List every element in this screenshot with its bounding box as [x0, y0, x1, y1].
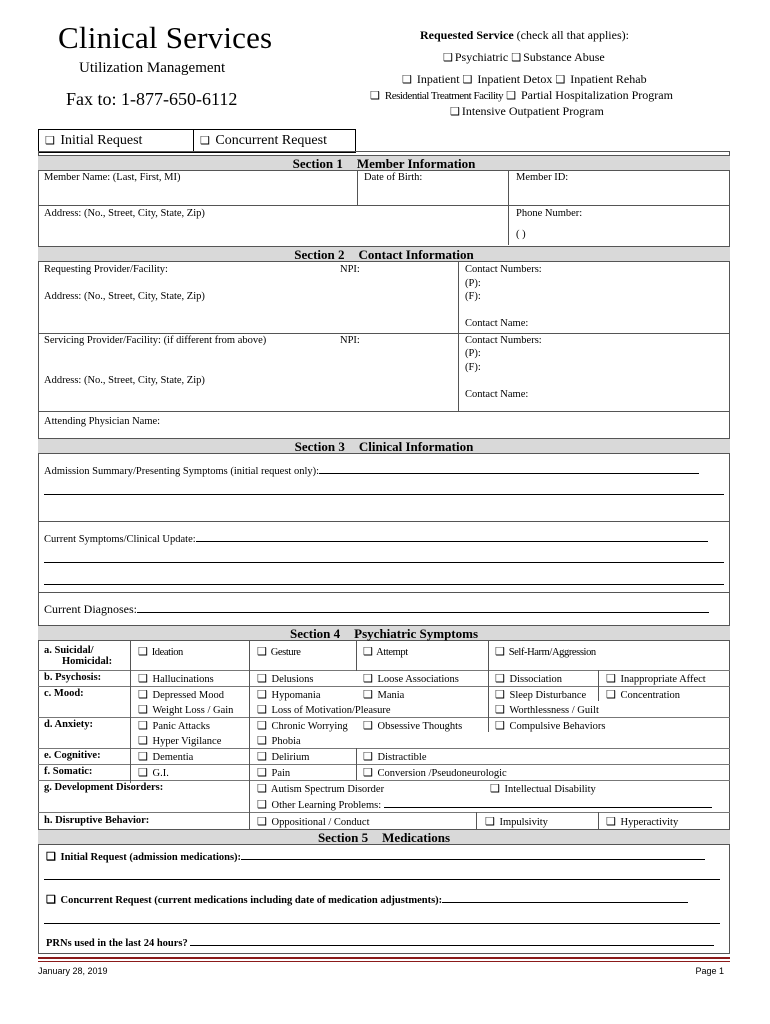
contact-name-label-2: Contact Name: — [465, 389, 529, 400]
checkbox[interactable]: ❑ — [370, 90, 380, 102]
checkbox[interactable]: ❑ — [511, 52, 522, 64]
worthlessness-option[interactable]: ❑ Worthlessness / Guilt — [495, 704, 599, 716]
pain-option[interactable]: ❑ Pain — [257, 767, 291, 779]
page-title: Clinical Services — [58, 20, 273, 55]
sleep-disturbance-option[interactable]: ❑ Sleep Disturbance — [495, 689, 587, 701]
section-4-header: Section 4 Psychiatric Symptoms — [38, 625, 730, 641]
self-harm-option[interactable]: ❑ Self-Harm/Aggression — [495, 646, 596, 658]
service-row-4: ❑ Intensive Outpatient Program — [450, 104, 604, 118]
checkbox[interactable]: ❑ — [402, 74, 412, 86]
checkbox[interactable]: ❑ — [506, 90, 516, 102]
loose-associations-option[interactable]: ❑ Loose Associations — [363, 673, 459, 685]
mood-label: c. Mood: — [44, 688, 84, 699]
attending-physician-label: Attending Physician Name: — [44, 416, 161, 427]
phone-p-label: (P): — [465, 278, 481, 289]
concentration-option[interactable]: ❑ Concentration — [606, 689, 680, 701]
distractible-option[interactable]: ❑ Distractible — [363, 751, 427, 763]
inappropriate-affect-option[interactable]: ❑ Inappropriate Affect — [606, 673, 706, 685]
ideation-option[interactable]: ❑ Ideation — [138, 646, 183, 658]
oppositional-option[interactable]: ❑ Oppositional / Conduct — [257, 816, 370, 828]
npi-label: NPI: — [340, 264, 360, 275]
requested-service-heading: Requested Service (check all that applies): — [420, 28, 629, 42]
hypomania-option[interactable]: ❑ Hypomania — [257, 689, 321, 701]
phobia-option[interactable]: ❑ Phobia — [257, 735, 301, 747]
servicing-address-label: Address: (No., Street, City, State, Zip) — [44, 375, 205, 386]
fax-number: Fax to: 1-877-650-6112 — [66, 89, 238, 109]
initial-request-option[interactable]: ❑ Initial Request — [38, 129, 194, 153]
intellectual-disability-option[interactable]: ❑ Intellectual Disability — [490, 783, 596, 795]
page-number: Page 1 — [695, 966, 724, 976]
page-subtitle: Utilization Management — [79, 60, 226, 76]
current-symptoms-label: Current Symptoms/Clinical Update: — [44, 531, 708, 545]
gesture-option[interactable]: ❑ Gesture — [257, 646, 301, 658]
phone-area-code[interactable]: ( ) — [516, 229, 526, 240]
contact-name-label: Contact Name: — [465, 318, 529, 329]
autism-option[interactable]: ❑ Autism Spectrum Disorder — [257, 783, 385, 795]
footer-rule-thin — [38, 961, 730, 962]
prns-label: PRNs used in the last 24 hours? — [46, 935, 714, 949]
anxiety-label: d. Anxiety: — [44, 719, 94, 730]
fax-f-label-2: (F): — [465, 362, 481, 373]
delirium-option[interactable]: ❑ Delirium — [257, 751, 310, 763]
delusions-option[interactable]: ❑ Delusions — [257, 673, 314, 685]
checkbox[interactable]: ❑ — [443, 52, 453, 64]
mania-option[interactable]: ❑ Mania — [363, 689, 405, 701]
cognitive-label: e. Cognitive: — [44, 750, 101, 761]
requesting-provider-label: Requesting Provider/Facility: — [44, 264, 168, 275]
development-disorders-label: g. Development Disorders: — [44, 782, 164, 793]
checkbox[interactable]: ❑ — [462, 74, 473, 86]
compulsive-behaviors-option[interactable]: ❑ Compulsive Behaviors — [495, 720, 606, 732]
concurrent-request-option[interactable]: ❑ Concurrent Request — [193, 129, 356, 153]
psychosis-label: b. Psychosis: — [44, 672, 102, 683]
servicing-provider-label: Servicing Provider/Facility: (if different from above) — [44, 335, 267, 346]
phone-p-label-2: (P): — [465, 348, 481, 359]
member-name-label: Member Name: (Last, First, MI) — [44, 172, 181, 183]
hallucinations-option[interactable]: ❑ Hallucinations — [138, 673, 214, 685]
suicidal-label: a. Suicidal/ Homicidal: — [44, 645, 113, 667]
concurrent-medications-label[interactable]: ❑ Concurrent Request (current medications including date of medication adjustments): — [46, 892, 688, 906]
phone-label: Phone Number: — [516, 208, 583, 219]
panic-attacks-option[interactable]: ❑ Panic Attacks — [138, 720, 210, 732]
hyper-vigilance-option[interactable]: ❑ Hyper Vigilance — [138, 735, 222, 747]
section-1-header: Section 1 Member Information — [38, 155, 730, 171]
provider-address-label: Address: (No., Street, City, State, Zip) — [44, 291, 205, 302]
impulsivity-option[interactable]: ❑ Impulsivity — [485, 816, 548, 828]
dob-label: Date of Birth: — [364, 172, 423, 183]
checkbox[interactable]: ❑ — [555, 74, 566, 86]
checkbox[interactable]: ❑ — [450, 106, 460, 118]
contact-numbers-label-2: Contact Numbers: — [465, 335, 542, 346]
other-learning-option[interactable]: ❑ Other Learning Problems: — [257, 797, 712, 811]
gi-option[interactable]: ❑ G.I. — [138, 767, 169, 779]
weight-loss-option[interactable]: ❑ Weight Loss / Gain — [138, 704, 234, 716]
depressed-mood-option[interactable]: ❑ Depressed Mood — [138, 689, 224, 701]
address-label: Address: (No., Street, City, State, Zip) — [44, 208, 205, 219]
hyperactivity-option[interactable]: ❑ Hyperactivity — [606, 816, 679, 828]
conversion-option[interactable]: ❑ Conversion /Pseudoneurologic — [363, 767, 507, 779]
footer-date: January 28, 2019 — [38, 966, 108, 976]
fax-f-label: (F): — [465, 291, 481, 302]
dissociation-option[interactable]: ❑ Dissociation — [495, 673, 562, 685]
current-diagnoses-label: Current Diagnoses: — [44, 602, 709, 617]
section-5-header: Section 5 Medications — [38, 829, 730, 845]
footer-rule — [38, 957, 730, 959]
contact-numbers-label: Contact Numbers: — [465, 264, 542, 275]
npi-label-2: NPI: — [340, 335, 360, 346]
chronic-worrying-option[interactable]: ❑ Chronic Worrying — [257, 720, 348, 732]
section-2-header: Section 2 Contact Information — [38, 246, 730, 262]
loss-of-motivation-option[interactable]: ❑ Loss of Motivation/Pleasure — [257, 704, 391, 716]
initial-medications-label[interactable]: ❑ Initial Request (admission medications): — [46, 849, 705, 863]
admission-summary-label: Admission Summary/Presenting Symptoms (initial request only): — [44, 463, 699, 477]
attempt-option[interactable]: ❑ Attempt — [363, 646, 408, 658]
service-row-1: ❑ Psychiatric ❑ Substance Abuse — [443, 50, 605, 64]
section-3-header: Section 3 Clinical Information — [38, 438, 730, 454]
obsessive-thoughts-option[interactable]: ❑ Obsessive Thoughts — [363, 720, 463, 732]
service-row-2: ❑ Inpatient ❑ Inpatient Detox ❑ Inpatient Rehab — [402, 72, 647, 86]
somatic-label: f. Somatic: — [44, 766, 93, 777]
dementia-option[interactable]: ❑ Dementia — [138, 751, 194, 763]
service-row-3: ❑ Residential Treatment Facility ❑ Partial Hospitalization Program — [370, 88, 673, 102]
member-id-label: Member ID: — [516, 172, 569, 183]
disruptive-behavior-label: h. Disruptive Behavior: — [44, 815, 150, 826]
